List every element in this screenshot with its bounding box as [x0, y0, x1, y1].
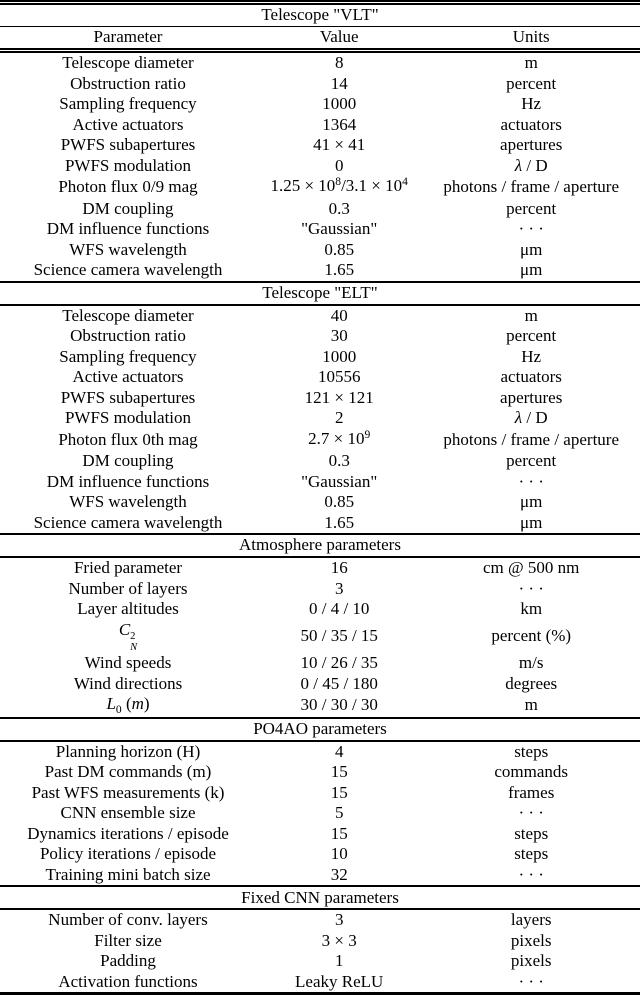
value-cell: "Gaussian"	[301, 471, 378, 491]
value-cell: Leaky ReLU	[295, 971, 384, 991]
value-cell: 121 × 121	[304, 387, 374, 407]
table-row	[0, 909, 640, 931]
section-header-row	[0, 282, 640, 305]
table-row	[0, 156, 640, 177]
units-cell: μm	[520, 260, 543, 279]
table-row	[0, 762, 640, 783]
units-cell: layers	[510, 910, 552, 930]
units-cell: · · ·	[518, 803, 544, 823]
section-title: Telescope "ELT"	[0, 282, 640, 305]
table-row	[0, 951, 640, 972]
param-cell: WFS wavelength	[69, 492, 187, 511]
value-cell: 0 / 4 / 10	[308, 599, 370, 618]
units-cell: percent	[506, 73, 557, 93]
param-cell: DM coupling	[82, 451, 174, 470]
param-cell: Fried parameter	[73, 558, 183, 577]
table-row	[0, 472, 640, 493]
value-cell: 4	[334, 741, 344, 761]
units-cell: percent	[506, 451, 557, 470]
table-row	[0, 219, 640, 240]
param-cell: CNN ensemble size	[60, 803, 196, 823]
value-cell: 1000	[322, 94, 357, 113]
value-cell: "Gaussian"	[301, 219, 378, 238]
units-cell: km	[520, 599, 543, 618]
param-cell: PWFS modulation	[64, 155, 192, 175]
units-cell: steps	[514, 844, 549, 864]
table-row	[0, 674, 640, 695]
units-cell: · · ·	[518, 219, 544, 238]
units-cell: · · ·	[518, 971, 544, 991]
column-header-row	[0, 27, 640, 51]
units-cell: percent	[506, 198, 557, 218]
param-cell: Number of conv. layers	[48, 910, 208, 930]
section-title: Telescope "VLT"	[0, 3, 640, 27]
table-row	[0, 135, 640, 156]
param-cell: Active actuators	[72, 367, 184, 386]
table-row	[0, 513, 640, 535]
value-cell: 8	[334, 53, 344, 72]
table-row	[0, 74, 640, 95]
table-row	[0, 199, 640, 220]
param-cell: Science camera wavelength	[33, 512, 223, 532]
column-header-value-cell: Value	[256, 27, 422, 51]
units-cell: percent (%)	[491, 626, 572, 646]
table-row	[0, 326, 640, 347]
units-cell: actuators	[500, 367, 562, 386]
param-cell: Padding	[100, 951, 156, 971]
units-cell: photons / frame / aperture	[443, 177, 619, 196]
value-cell: 16	[330, 558, 348, 577]
table-row	[0, 972, 640, 994]
units-cell: · · ·	[518, 864, 544, 884]
param-cell: Active actuators	[72, 114, 184, 134]
units-cell: percent	[506, 326, 557, 345]
table-row	[0, 783, 640, 804]
value-cell: 1000	[322, 346, 357, 366]
units-cell: · · ·	[518, 578, 544, 598]
units-cell: · · ·	[518, 471, 544, 491]
value-cell: 1	[334, 951, 344, 971]
param-cell: WFS wavelength	[69, 239, 187, 259]
section-header-row	[0, 886, 640, 909]
units-cell: cm @ 500 nm	[482, 558, 580, 577]
table-row	[0, 599, 640, 620]
param-cell: Wind speeds	[84, 653, 172, 673]
units-cell: frames	[508, 782, 555, 802]
section-title: Atmosphere parameters	[0, 534, 640, 557]
units-cell: steps	[514, 741, 549, 761]
units-cell: commands	[494, 762, 569, 782]
value-cell: 10 / 26 / 35	[300, 653, 378, 673]
param-cell: PWFS modulation	[64, 408, 192, 427]
table-row	[0, 347, 640, 368]
units-cell: μm	[520, 492, 543, 511]
param-cell: Activation functions	[58, 971, 198, 991]
column-header-param-cell: Parameter	[0, 27, 256, 51]
value-cell: $1.25 \times 10^8/3.1 \times 10^4$	[270, 175, 408, 195]
value-cell: 1.65	[324, 260, 355, 279]
units-cell: m	[524, 305, 538, 325]
value-cell: 0.3	[328, 451, 350, 470]
units-cell: pixels	[510, 951, 552, 971]
value-cell: 40	[330, 305, 348, 325]
table-row	[0, 260, 640, 282]
param-cell: Sampling frequency	[59, 346, 197, 366]
section-title: Fixed CNN parameters	[0, 886, 640, 909]
param-cell: Obstruction ratio	[70, 73, 186, 93]
units-cell: steps	[514, 823, 549, 843]
table-row	[0, 408, 640, 429]
value-cell: 0	[334, 155, 344, 175]
units-cell: Hz	[521, 94, 542, 113]
units-cell: photons / frame / aperture	[443, 429, 619, 449]
param-cell: Filter size	[94, 930, 162, 950]
param-cell: Telescope diameter	[62, 53, 194, 72]
table-row	[0, 803, 640, 824]
value-cell: 3	[334, 910, 344, 930]
value-cell: 3 × 3	[321, 930, 357, 950]
param-cell: C 2 N	[118, 619, 138, 654]
table-row	[0, 451, 640, 472]
param-cell: Science camera wavelength	[33, 260, 223, 279]
section-title: PO4AO parameters	[0, 718, 640, 741]
units-cell: μm	[520, 239, 543, 259]
value-cell: 10556	[317, 367, 361, 386]
parameters-table-body	[0, 3, 640, 994]
table-row	[0, 865, 640, 887]
table-row	[0, 367, 640, 388]
value-cell: 0 / 45 / 180	[300, 673, 378, 693]
units-cell: apertures	[500, 135, 563, 154]
units-cell: Hz	[521, 346, 542, 366]
value-cell: 0.85	[324, 492, 355, 511]
value-cell: 41 × 41	[313, 135, 366, 154]
column-header-units-cell: Units	[422, 27, 640, 51]
value-cell: 0.85	[324, 239, 355, 259]
units-cell: actuators	[500, 114, 562, 134]
value-cell: 1364	[322, 114, 357, 134]
value-cell: 32	[330, 864, 348, 884]
table-row	[0, 931, 640, 952]
value-cell: 15	[330, 823, 348, 843]
param-cell: Past DM commands (m)	[44, 762, 212, 782]
param-cell: DM coupling	[82, 198, 174, 218]
param-cell: Obstruction ratio	[70, 326, 186, 345]
param-cell: DM influence functions	[46, 219, 210, 238]
table-row	[0, 305, 640, 327]
section-header-row	[0, 718, 640, 741]
table-row	[0, 492, 640, 513]
value-cell: 50 / 35 / 15	[300, 626, 378, 646]
units-cell: pixels	[510, 930, 552, 950]
param-cell: PWFS subapertures	[60, 387, 196, 407]
value-cell: 14	[330, 73, 348, 93]
table-row	[0, 115, 640, 136]
table-row	[0, 176, 640, 199]
table-row	[0, 429, 640, 452]
units-cell: λ / D	[514, 408, 548, 427]
value-cell: 0.3	[328, 198, 350, 218]
value-cell: 10	[330, 844, 348, 864]
param-cell: Training mini batch size	[45, 864, 211, 884]
value-cell: 15	[330, 762, 348, 782]
table-row	[0, 620, 640, 654]
param-cell: Layer altitudes	[77, 599, 179, 618]
param-cell: $L_0$ (m)	[106, 694, 150, 716]
section-header-row	[0, 534, 640, 557]
units-cell: degrees	[505, 673, 558, 693]
param-cell: Sampling frequency	[59, 94, 197, 113]
table-row	[0, 741, 640, 763]
param-cell: Number of layers	[68, 578, 188, 598]
table-row	[0, 388, 640, 409]
table-row	[0, 694, 640, 718]
table-row	[0, 579, 640, 600]
units-cell: apertures	[500, 387, 563, 407]
table-row	[0, 653, 640, 674]
units-cell: m	[524, 695, 538, 715]
param-cell: Planning horizon (H)	[55, 741, 201, 761]
param-cell: PWFS subapertures	[60, 135, 196, 154]
table-row	[0, 557, 640, 579]
param-cell: Past WFS measurements (k)	[31, 782, 225, 802]
param-cell: Policy iterations / episode	[39, 844, 217, 864]
param-cell: Wind directions	[73, 673, 183, 693]
value-cell: $2.7 \times 10^9$	[308, 427, 371, 448]
value-cell: 1.65	[324, 512, 355, 532]
units-cell: m	[524, 53, 538, 72]
value-cell: 30 / 30 / 30	[300, 695, 378, 715]
table-row	[0, 51, 640, 74]
table-row	[0, 94, 640, 115]
value-cell: 2	[334, 408, 344, 427]
value-cell: 30	[330, 326, 348, 345]
section-header-row	[0, 3, 640, 27]
value-cell: 3	[334, 578, 344, 598]
units-cell: μm	[520, 512, 543, 532]
value-cell: 5	[334, 803, 344, 823]
table-row	[0, 844, 640, 865]
units-cell: λ / D	[514, 155, 548, 175]
table-row	[0, 240, 640, 261]
param-cell: DM influence functions	[46, 471, 210, 491]
value-cell: 15	[330, 782, 348, 802]
table-row	[0, 824, 640, 845]
units-cell: m/s	[518, 653, 544, 673]
param-cell: Telescope diameter	[62, 305, 194, 325]
param-cell: Photon flux 0th mag	[58, 429, 198, 449]
param-cell: Dynamics iterations / episode	[27, 823, 229, 843]
param-cell: Photon flux 0/9 mag	[58, 177, 198, 196]
